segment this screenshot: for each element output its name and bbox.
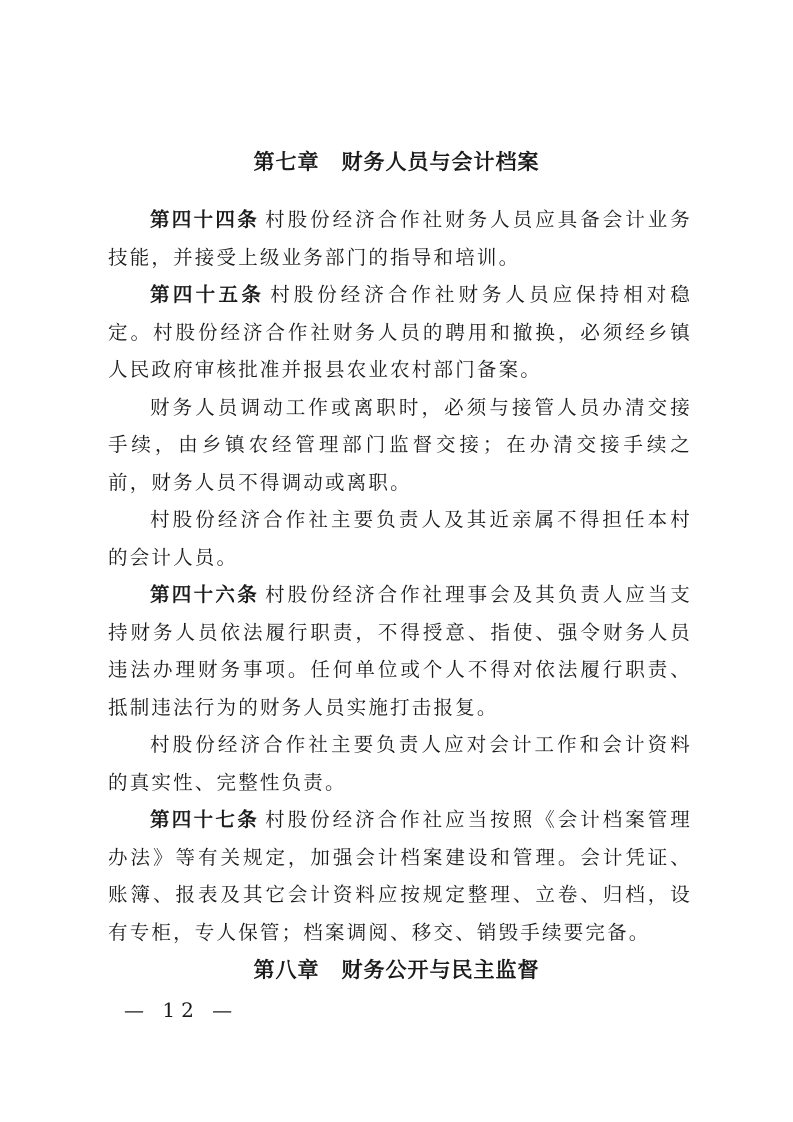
- responsibility-text: 村股份经济合作社主要负责人应对会计工作和会计资料的真实性、完整性负责。: [108, 733, 692, 794]
- article-47-text: 村股份经济合作社应当按照《会计档案管理办法》等有关规定，加强会计档案建设和管理。会计凭证、账簿、报表及其它会计资料应按规定整理、立卷、归档，设有专柜，专人保管；档案调阅、移交、销毁手续要完备。: [108, 808, 692, 944]
- article-44-label: 第四十四条: [150, 208, 260, 231]
- article-46-label: 第四十六条: [150, 583, 260, 606]
- chapter-7-heading: 第七章 财务人员与会计档案: [253, 150, 540, 174]
- article-46-paragraph: [108, 576, 692, 726]
- handover-paragraph: [108, 389, 692, 502]
- relatives-text: 村股份经济合作社主要负责人及其近亲属不得担任本村的会计人员。: [108, 508, 692, 569]
- responsibility-paragraph: [108, 726, 692, 801]
- article-47-label: 第四十七条: [150, 808, 260, 831]
- article-44-text: 村股份经济合作社财务人员应具备会计业务技能，并接受上级业务部门的指导和培训。: [108, 208, 692, 269]
- article-46-text: 村股份经济合作社理事会及其负责人应当支持财务人员依法履行职责，不得授意、指使、强令财务人员违法办理财务事项。任何单位或个人不得对依法履行职责、抵制违法行为的财务人员实施打击报复。: [108, 583, 692, 719]
- relatives-paragraph: [108, 501, 692, 576]
- handover-text: 财务人员调动工作或离职时，必须与接管人员办清交接手续，由乡镇农经管理部门监督交接；在办清交接手续之前，财务人员不得调动或离职。: [108, 395, 692, 494]
- article-45-text: 村股份经济合作社财务人员应保持相对稳定。村股份经济合作社财务人员的聘用和撤换，必须经乡镇人民政府审核批准并报县农业农村部门备案。: [108, 283, 692, 381]
- article-47-paragraph: [108, 801, 692, 951]
- chapter-8-heading: 第八章 财务公开与民主监督: [253, 958, 540, 982]
- article-45-paragraph: [108, 276, 692, 389]
- article-45-label: 第四十五条: [150, 283, 265, 306]
- page-number: — 12 —: [124, 998, 239, 1022]
- body-text: [108, 201, 692, 951]
- article-44-paragraph: [108, 201, 692, 276]
